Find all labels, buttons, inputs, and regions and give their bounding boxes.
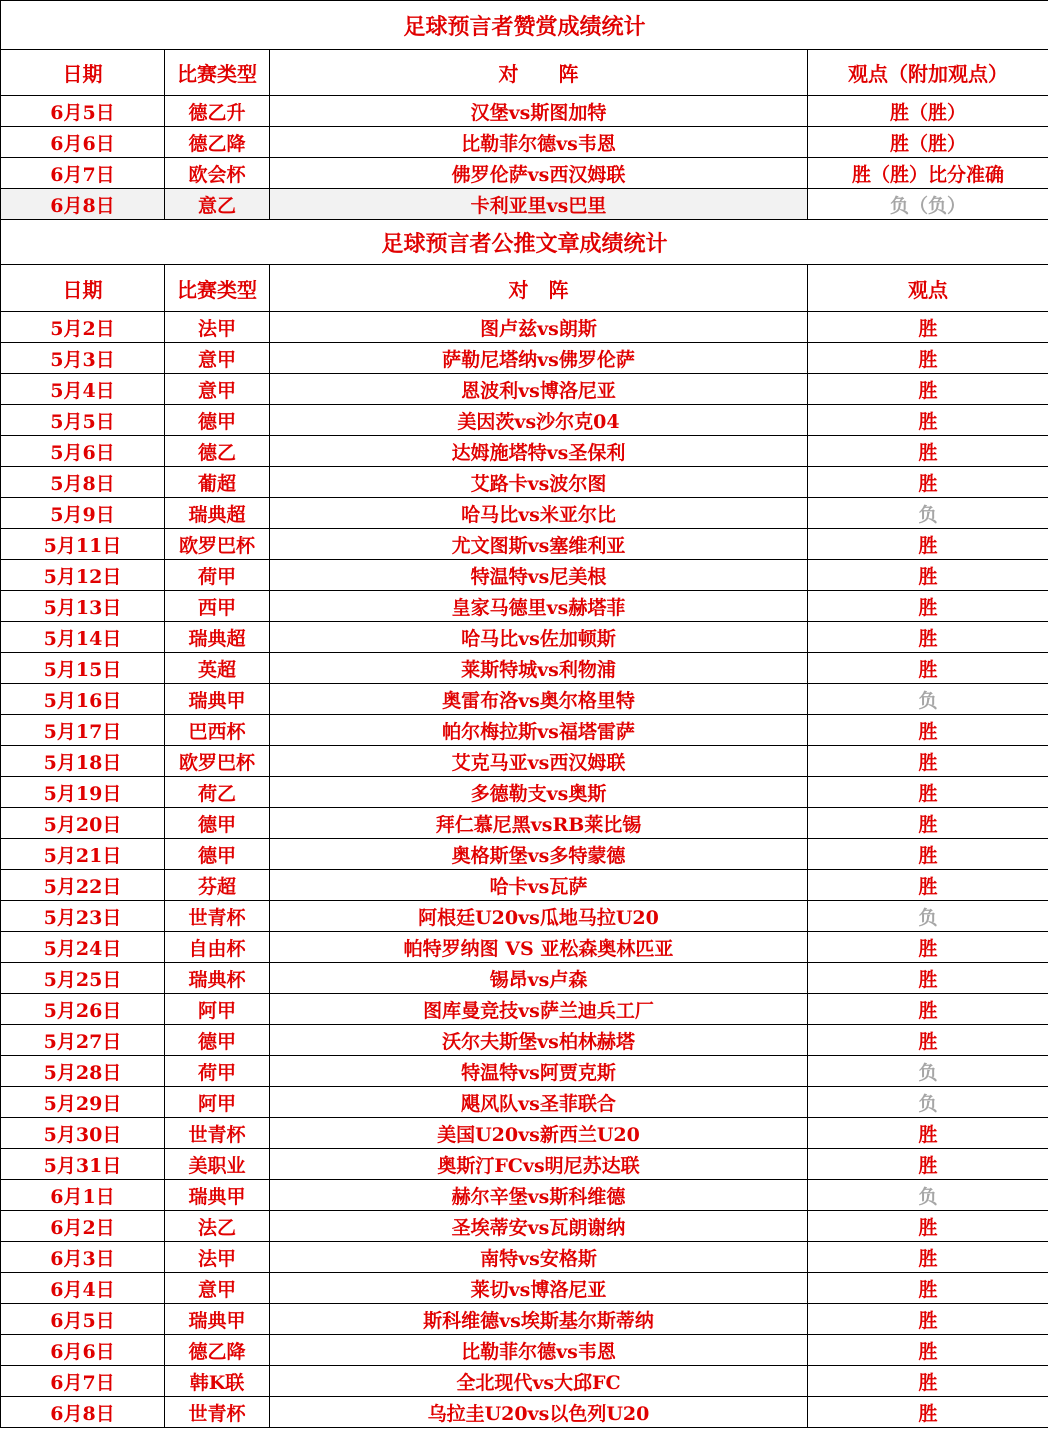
date-cell: 5月2日 [1,312,165,343]
table1-match-header: 对 阵 [270,50,808,96]
date-cell: 6月6日 [1,127,165,158]
table-row [1,560,1048,591]
type-cell: 欧会杯 [165,158,270,189]
view-cell: 胜 [808,839,1048,870]
view-cell: 负 [808,1180,1048,1211]
date-cell: 5月22日 [1,870,165,901]
view-cell: 胜 [808,405,1048,436]
type-cell: 意甲 [165,374,270,405]
table-row [1,127,1048,158]
date-cell: 5月16日 [1,684,165,715]
type-cell: 德乙升 [165,96,270,127]
table2-view-header: 观点 [808,265,1048,312]
match-cell: 飓风队vs圣菲联合 [270,1087,808,1118]
match-cell: 汉堡vs斯图加特 [270,96,808,127]
type-cell: 意甲 [165,1273,270,1304]
table1-title-row [1,1,1048,50]
date-cell: 5月21日 [1,839,165,870]
date-cell: 6月3日 [1,1242,165,1273]
table-row [1,1087,1048,1118]
table-row [1,963,1048,994]
date-cell: 5月12日 [1,560,165,591]
date-cell: 5月26日 [1,994,165,1025]
date-cell: 5月17日 [1,715,165,746]
view-cell: 胜 [808,591,1048,622]
table1-header-row [1,50,1048,96]
table2-match-header: 对 阵 [270,265,808,312]
table-row [1,1056,1048,1087]
date-cell: 5月18日 [1,746,165,777]
type-cell: 韩K联 [165,1366,270,1397]
match-cell: 阿根廷U20vs瓜地马拉U20 [270,901,808,932]
date-cell: 5月4日 [1,374,165,405]
type-cell: 葡超 [165,467,270,498]
date-cell: 5月25日 [1,963,165,994]
type-cell: 英超 [165,653,270,684]
match-cell: 佛罗伦萨vs西汉姆联 [270,158,808,189]
match-cell: 达姆施塔特vs圣保利 [270,436,808,467]
type-cell: 德甲 [165,808,270,839]
view-cell: 胜 [808,777,1048,808]
table-row [1,994,1048,1025]
date-cell: 5月29日 [1,1087,165,1118]
type-cell: 美职业 [165,1149,270,1180]
type-cell: 德甲 [165,1025,270,1056]
date-cell: 6月8日 [1,1397,165,1428]
match-cell: 全北现代vs大邱FC [270,1366,808,1397]
match-cell: 南特vs安格斯 [270,1242,808,1273]
match-cell: 奥斯汀FCvs明尼苏达联 [270,1149,808,1180]
table-row [1,1335,1048,1366]
table-row [1,1149,1048,1180]
match-cell: 皇家马德里vs赫塔菲 [270,591,808,622]
date-cell: 6月2日 [1,1211,165,1242]
view-cell: 胜 [808,374,1048,405]
table-row [1,653,1048,684]
view-cell: 负 [808,1056,1048,1087]
match-cell: 卡利亚里vs巴里 [270,189,808,220]
table-row [1,1242,1048,1273]
view-cell: 胜 [808,808,1048,839]
view-cell: 胜 [808,1304,1048,1335]
type-cell: 巴西杯 [165,715,270,746]
type-cell: 瑞典甲 [165,1304,270,1335]
type-cell: 德甲 [165,839,270,870]
table-row [1,591,1048,622]
view-cell: 负（负） [808,189,1048,220]
table-row [1,1118,1048,1149]
date-cell: 5月8日 [1,467,165,498]
view-cell: 胜 [808,1025,1048,1056]
date-cell: 5月3日 [1,343,165,374]
type-cell: 法甲 [165,1242,270,1273]
type-cell: 世青杯 [165,901,270,932]
table-row [1,189,1048,220]
view-cell: 胜 [808,746,1048,777]
table-row [1,777,1048,808]
view-cell: 胜 [808,343,1048,374]
view-cell: 胜 [808,715,1048,746]
view-cell: 胜 [808,1366,1048,1397]
table-row [1,1025,1048,1056]
match-cell: 比勒菲尔德vs韦恩 [270,127,808,158]
view-cell: 胜（胜） [808,96,1048,127]
type-cell: 瑞典甲 [165,684,270,715]
table-row [1,529,1048,560]
match-cell: 哈卡vs瓦萨 [270,870,808,901]
view-cell: 胜 [808,529,1048,560]
table-row [1,96,1048,127]
table1-type-header: 比赛类型 [165,50,270,96]
type-cell: 瑞典甲 [165,1180,270,1211]
table-row [1,1273,1048,1304]
type-cell: 意乙 [165,189,270,220]
date-cell: 5月24日 [1,932,165,963]
table1-view-header: 观点（附加观点） [808,50,1048,96]
match-cell: 莱切vs博洛尼亚 [270,1273,808,1304]
match-cell: 沃尔夫斯堡vs柏林赫塔 [270,1025,808,1056]
type-cell: 意甲 [165,343,270,374]
match-cell: 圣埃蒂安vs瓦朗谢纳 [270,1211,808,1242]
date-cell: 6月5日 [1,1304,165,1335]
table-row [1,1180,1048,1211]
match-cell: 拜仁慕尼黑vsRB莱比锡 [270,808,808,839]
date-cell: 5月9日 [1,498,165,529]
table2-header-row [1,265,1048,312]
match-cell: 艾路卡vs波尔图 [270,467,808,498]
date-cell: 5月6日 [1,436,165,467]
type-cell: 阿甲 [165,1087,270,1118]
date-cell: 5月28日 [1,1056,165,1087]
date-cell: 5月11日 [1,529,165,560]
match-cell: 恩波利vs博洛尼亚 [270,374,808,405]
table-row [1,1397,1048,1428]
date-cell: 5月23日 [1,901,165,932]
type-cell: 自由杯 [165,932,270,963]
table-row [1,436,1048,467]
date-cell: 6月6日 [1,1335,165,1366]
view-cell: 负 [808,684,1048,715]
table1-date-header: 日期 [1,50,165,96]
table-row [1,467,1048,498]
view-cell: 胜 [808,994,1048,1025]
match-cell: 奥格斯堡vs多特蒙德 [270,839,808,870]
date-cell: 5月20日 [1,808,165,839]
type-cell: 瑞典杯 [165,963,270,994]
date-cell: 5月15日 [1,653,165,684]
table-row [1,343,1048,374]
table-row [1,839,1048,870]
match-cell: 斯科维德vs埃斯基尔斯蒂纳 [270,1304,808,1335]
view-cell: 胜 [808,436,1048,467]
view-cell: 胜 [808,1211,1048,1242]
date-cell: 5月5日 [1,405,165,436]
type-cell: 德乙降 [165,1335,270,1366]
view-cell: 负 [808,498,1048,529]
table-row [1,312,1048,343]
view-cell: 胜 [808,312,1048,343]
type-cell: 阿甲 [165,994,270,1025]
type-cell: 欧罗巴杯 [165,746,270,777]
date-cell: 5月19日 [1,777,165,808]
view-cell: 胜（胜）比分准确 [808,158,1048,189]
date-cell: 6月7日 [1,1366,165,1397]
table-row [1,374,1048,405]
table-row [1,1211,1048,1242]
date-cell: 5月30日 [1,1118,165,1149]
type-cell: 德甲 [165,405,270,436]
type-cell: 欧罗巴杯 [165,529,270,560]
view-cell: 负 [808,1087,1048,1118]
date-cell: 6月4日 [1,1273,165,1304]
match-cell: 赫尔辛堡vs斯科维德 [270,1180,808,1211]
table-row [1,684,1048,715]
view-cell: 胜 [808,560,1048,591]
match-cell: 美国U20vs新西兰U20 [270,1118,808,1149]
match-cell: 奥雷布洛vs奥尔格里特 [270,684,808,715]
view-cell: 胜 [808,467,1048,498]
type-cell: 荷甲 [165,1056,270,1087]
table-row [1,932,1048,963]
match-cell: 哈马比vs佐加顿斯 [270,622,808,653]
type-cell: 荷乙 [165,777,270,808]
match-cell: 萨勒尼塔纳vs佛罗伦萨 [270,343,808,374]
date-cell: 6月7日 [1,158,165,189]
view-cell: 胜 [808,622,1048,653]
table-row [1,901,1048,932]
table-row [1,870,1048,901]
view-cell: 胜 [808,1335,1048,1366]
match-cell: 多德勒支vs奥斯 [270,777,808,808]
date-cell: 5月31日 [1,1149,165,1180]
view-cell: 胜 [808,932,1048,963]
match-cell: 锡昂vs卢森 [270,963,808,994]
type-cell: 法乙 [165,1211,270,1242]
view-cell: 胜（胜） [808,127,1048,158]
type-cell: 瑞典超 [165,622,270,653]
view-cell: 胜 [808,870,1048,901]
view-cell: 胜 [808,1397,1048,1428]
type-cell: 荷甲 [165,560,270,591]
match-cell: 帕尔梅拉斯vs福塔雷萨 [270,715,808,746]
type-cell: 西甲 [165,591,270,622]
match-cell: 图卢兹vs朗斯 [270,312,808,343]
view-cell: 胜 [808,1149,1048,1180]
table-row [1,1304,1048,1335]
type-cell: 德乙 [165,436,270,467]
type-cell: 芬超 [165,870,270,901]
date-cell: 5月13日 [1,591,165,622]
table-row [1,808,1048,839]
view-cell: 负 [808,901,1048,932]
type-cell: 世青杯 [165,1397,270,1428]
date-cell: 5月14日 [1,622,165,653]
type-cell: 瑞典超 [165,498,270,529]
table-row [1,622,1048,653]
view-cell: 胜 [808,653,1048,684]
table2-title-row [1,220,1048,265]
date-cell: 6月8日 [1,189,165,220]
table-row [1,746,1048,777]
match-cell: 图库曼竞技vs萨兰迪兵工厂 [270,994,808,1025]
date-cell: 6月5日 [1,96,165,127]
type-cell: 法甲 [165,312,270,343]
table2-date-header: 日期 [1,265,165,312]
match-cell: 帕特罗纳图 VS 亚松森奥林匹亚 [270,932,808,963]
table2-title: 足球预言者公推文章成绩统计 [1,220,1048,265]
match-cell: 比勒菲尔德vs韦恩 [270,1335,808,1366]
match-cell: 尤文图斯vs塞维利亚 [270,529,808,560]
view-cell: 胜 [808,963,1048,994]
table1-title: 足球预言者赞赏成绩统计 [1,1,1048,50]
date-cell: 5月27日 [1,1025,165,1056]
table-row [1,715,1048,746]
match-cell: 艾克马亚vs西汉姆联 [270,746,808,777]
table2-type-header: 比赛类型 [165,265,270,312]
match-cell: 乌拉圭U20vs以色列U20 [270,1397,808,1428]
view-cell: 胜 [808,1273,1048,1304]
table-row [1,1366,1048,1397]
view-cell: 胜 [808,1242,1048,1273]
match-cell: 哈马比vs米亚尔比 [270,498,808,529]
match-cell: 美因茨vs沙尔克04 [270,405,808,436]
type-cell: 世青杯 [165,1118,270,1149]
date-cell: 6月1日 [1,1180,165,1211]
match-cell: 特温特vs尼美根 [270,560,808,591]
table-row [1,405,1048,436]
table-row [1,498,1048,529]
match-cell: 特温特vs阿贾克斯 [270,1056,808,1087]
table-row [1,158,1048,189]
type-cell: 德乙降 [165,127,270,158]
view-cell: 胜 [808,1118,1048,1149]
match-cell: 莱斯特城vs利物浦 [270,653,808,684]
